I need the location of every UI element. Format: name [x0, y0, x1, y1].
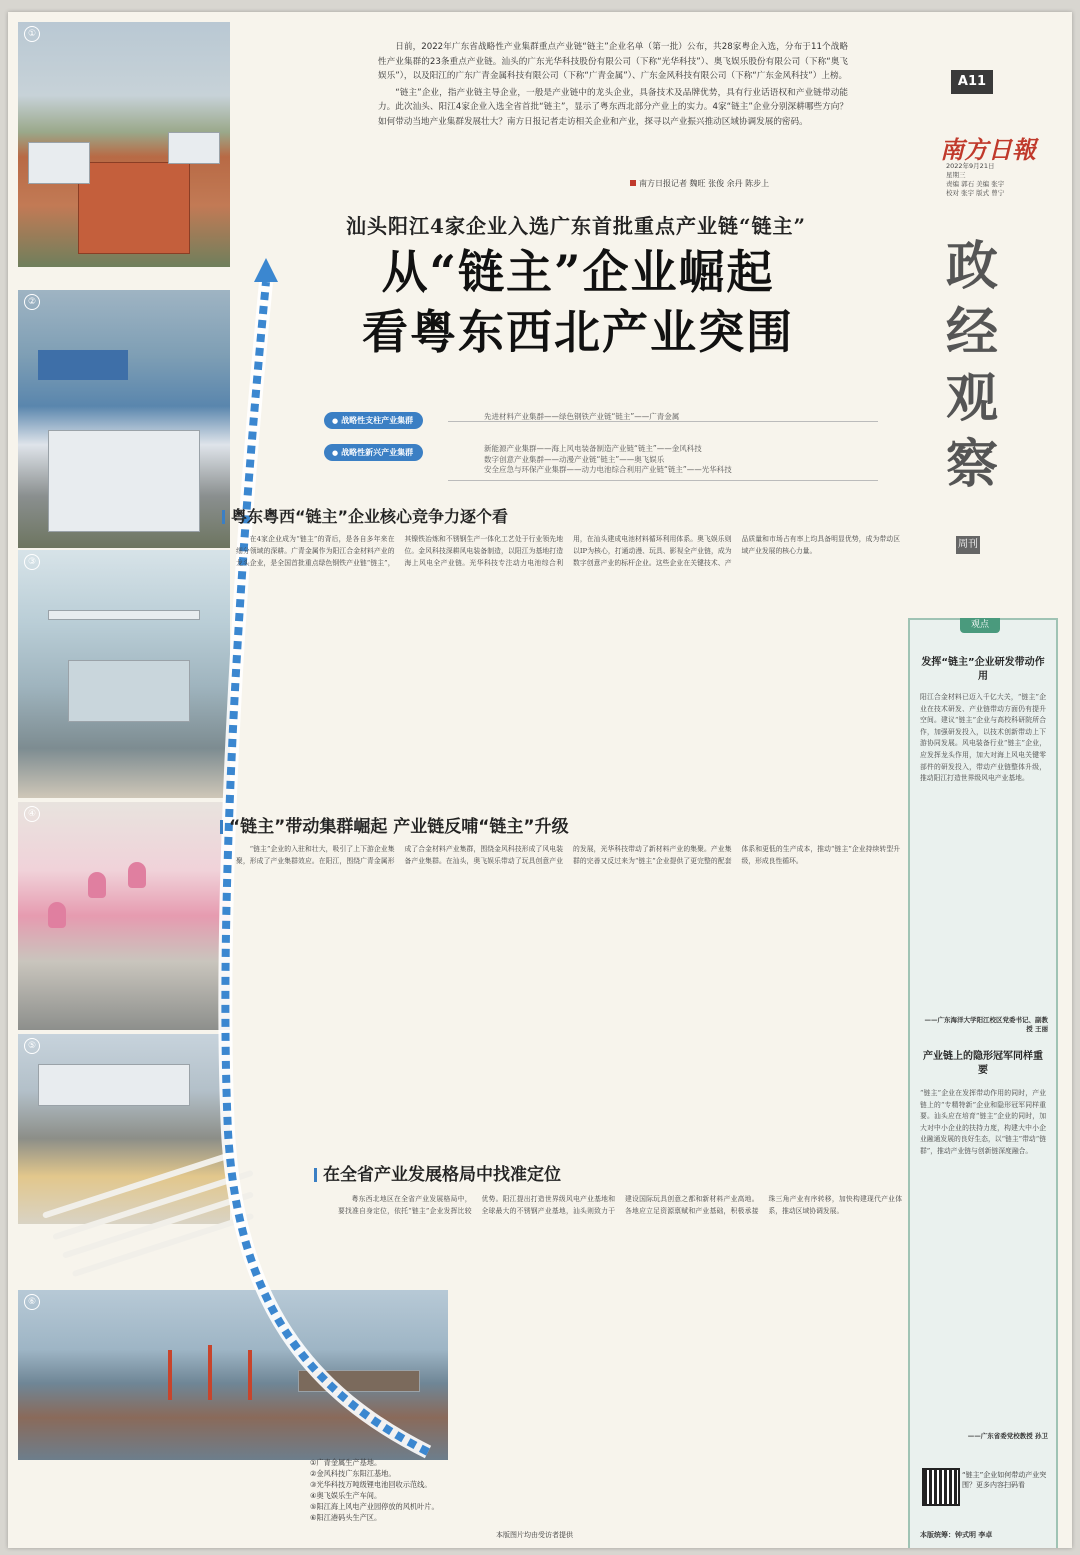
cluster-tag: ● 战略性支柱产业集群 [324, 412, 423, 429]
cluster-item: 数字创意产业集群——动漫产业链“链主”——奥飞娱乐 [484, 454, 665, 464]
cluster-emerging [324, 444, 732, 474]
divider [448, 480, 878, 481]
caption-line: ②金风科技广东阳江基地。 [310, 1469, 396, 1478]
opinion-text: “链主”企业在发挥带动作用的同时，产业链上的“专精特新”企业和隐形冠军同样重要。汕头应在培育“链主”企业的同时，加大对中小企业的扶持力度，构建大中小企业融通发展的良好生态，以“链主”带动“链群”，推动产业链与创新链深度融合。 [920, 1089, 1046, 1155]
weekly-label: 周刊 [956, 536, 980, 554]
headline [278, 242, 878, 362]
paper-logo: 南方日報 [940, 135, 1036, 164]
caption-line: ①广青金属生产基地。 [310, 1458, 382, 1467]
newspaper-page [8, 12, 1072, 1548]
section-title: 在全省产业发展格局中找准定位 [314, 1160, 561, 1185]
opinion-heading: 产业链上的隐形冠军同样重要 [923, 1051, 1043, 1076]
qr-code[interactable] [922, 1468, 960, 1506]
column-char: 经 [946, 302, 999, 363]
photo-number: ④ [24, 806, 40, 822]
column-char: 观 [946, 368, 999, 429]
date-block [946, 162, 1006, 198]
section-body: “链主”企业的入驻和壮大，吸引了上下游企业集聚，形成了产业集群效应。在阳江，围绕广青金属形成了合金材料产业集群，围绕金风科技形成了风电装备产业集群。在汕头，奥飞娱乐带动了玩具创意产业的发展，光华科技带动了新材料产业的集聚。产业集群的完善又反过来为“链主”企业提供了更完整的配套体系和更低的生产成本，推动“链主”企业持续转型升级，形成良性循环。 [236, 845, 900, 865]
opinion-signature: ——广东省委党校教授 孙卫 [967, 1432, 1048, 1440]
photo-number: ⑥ [24, 1294, 40, 1310]
section-title: “链主”带动集群崛起 产业链反哺“链主”升级 [220, 812, 569, 837]
cluster-pillar [324, 412, 680, 429]
photo-number: ⑤ [24, 1038, 40, 1054]
editors: 责编 郭石 美编 张宇 校对 张宇 版式 曾宁 [946, 180, 1005, 197]
opinion-heading: 发挥“链主”企业研发带动作用 [921, 657, 1045, 682]
photo-number: ① [24, 26, 40, 42]
column-title [946, 234, 1008, 498]
intro-paragraph: 日前，2022年广东省战略性产业集群重点产业链“链主”企业名单（第一批）公布，共28家粤企入选，分布于11个战略性产业集群的23条重点产业链。汕头的广东光华科技股份有限公司（下称“光华科技”）、奥飞娱乐股份有限公司（下称“奥飞娱乐”），以及阳江的广东广青金属科技有限公司（下称“广青金属”）、广东金风科技有限公司（下称“广东金风科技”）上榜。 [378, 42, 848, 81]
caption-line: ③光华科技万吨级锂电池回收示范线。 [310, 1480, 432, 1489]
column-char: 察 [946, 434, 999, 495]
caption-line: ④奥飞娱乐生产车间。 [310, 1491, 382, 1500]
cluster-item: 新能源产业集群——海上风电装备制造产业链“链主”——金风科技 [484, 444, 702, 453]
headline-line: 看粤东西北产业突围 [362, 305, 794, 359]
headline-line: 从“链主”企业崛起 [381, 245, 775, 299]
opinion-signature: ——广东海洋大学阳江校区党委书记、副教授 王丽 [924, 1016, 1048, 1033]
section-editor: 本版统筹：钟式明 李卓 [920, 1531, 993, 1539]
photo-credit: 本版图片均由受访者提供 [496, 1531, 573, 1539]
issue-weekday: 星期三 [946, 171, 966, 179]
cluster-item: 安全应急与环保产业集群——动力电池综合利用产业链“链主”——光华科技 [484, 465, 732, 474]
cluster-tag: ● 战略性新兴产业集群 [324, 444, 423, 461]
intro-paragraph: “链主”企业，指产业链主导企业，一般是产业链中的龙头企业，具备技术及品牌优势，具有行业话语权和产业链带动能力。此次汕头、阳江4家企业入选全省首批“链主”，显示了粤东西北部分产业上的实力。4家“链主”企业分别深耕哪些方向？如何带动当地产业集群发展壮大？南方日报记者走访相关企业和产业，探寻以产业振兴推动区域协调发展的密码。 [378, 87, 848, 127]
intro-lead [378, 40, 848, 131]
photo-number: ② [24, 294, 40, 310]
caption-line: ⑥阳江港码头生产区。 [310, 1513, 382, 1522]
opinion-tag: 观点 [960, 618, 1000, 633]
caption-line: ⑤阳江海上风电产业园停放的风机叶片。 [310, 1502, 439, 1511]
section-title: 粤东粤西“链主”企业核心竞争力逐个看 [222, 504, 508, 527]
subheadline: 汕头阳江4家企业入选广东首批重点产业链“链主” [346, 214, 806, 238]
issue-date: 2022年9月21日 [946, 162, 995, 170]
qr-caption: “链主”企业如何带动产业突围？更多内容扫码看 [962, 1471, 1047, 1489]
photo-captions [310, 1457, 439, 1523]
byline: 南方日报记者 魏旺 张俊 余丹 陈步上 [630, 178, 769, 189]
cluster-item: 先进材料产业集群——绿色钢铁产业链“链主”——广青金属 [484, 412, 680, 421]
opinion-text: 阳江合金材料已迈入千亿大关，“链主”企业在技术研发、产业链带动方面仍有提升空间。建议“链主”企业与高校科研院所合作，加强研发投入，以技术创新带动上下游协同发展。风电装备行业“链主”企业，应发挥龙头作用，加大对海上风电关键零部件的研发投入，带动产业链整体升级，推动阳江打造世界级风电产业基地。 [920, 693, 1046, 783]
column-char: 政 [946, 236, 999, 297]
photo-number: ③ [24, 554, 40, 570]
opinion-sidebar [908, 618, 1058, 1548]
page-number: A11 [951, 70, 993, 94]
section-body: 在4家企业成为“链主”的背后，是各自多年来在细分领域的深耕。广青金属作为阳江合金材料产业的龙头企业，是全国首批重点绿色钢铁产业链“链主”，其镍铁冶炼和不锈钢生产一体化工艺处于行业领先地位。金风科技深耕风电装备制造，以阳江为基地打造海上风电全产业链。光华科技专注动力电池综合利用，在汕头建成电池材料循环利用体系。奥飞娱乐则以IP为核心，打通动漫、玩具、影视全产业链，成为数字创意产业的标杆企业。这些企业在关键技术、产品质量和市场占有率上均具备明显优势，成为带动区域产业发展的核心力量。 [236, 535, 900, 567]
section-body: 粤东西北地区在全省产业发展格局中，要找准自身定位，依托“链主”企业发挥比较优势。阳江提出打造世界级风电产业基地和全球最大的不锈钢产业基地，汕头则致力于建设国际玩具创意之都和新材料产业高地。各地应立足资源禀赋和产业基础，积极承接珠三角产业有序转移，加快构建现代产业体系，推动区域协调发展。 [338, 1195, 902, 1215]
